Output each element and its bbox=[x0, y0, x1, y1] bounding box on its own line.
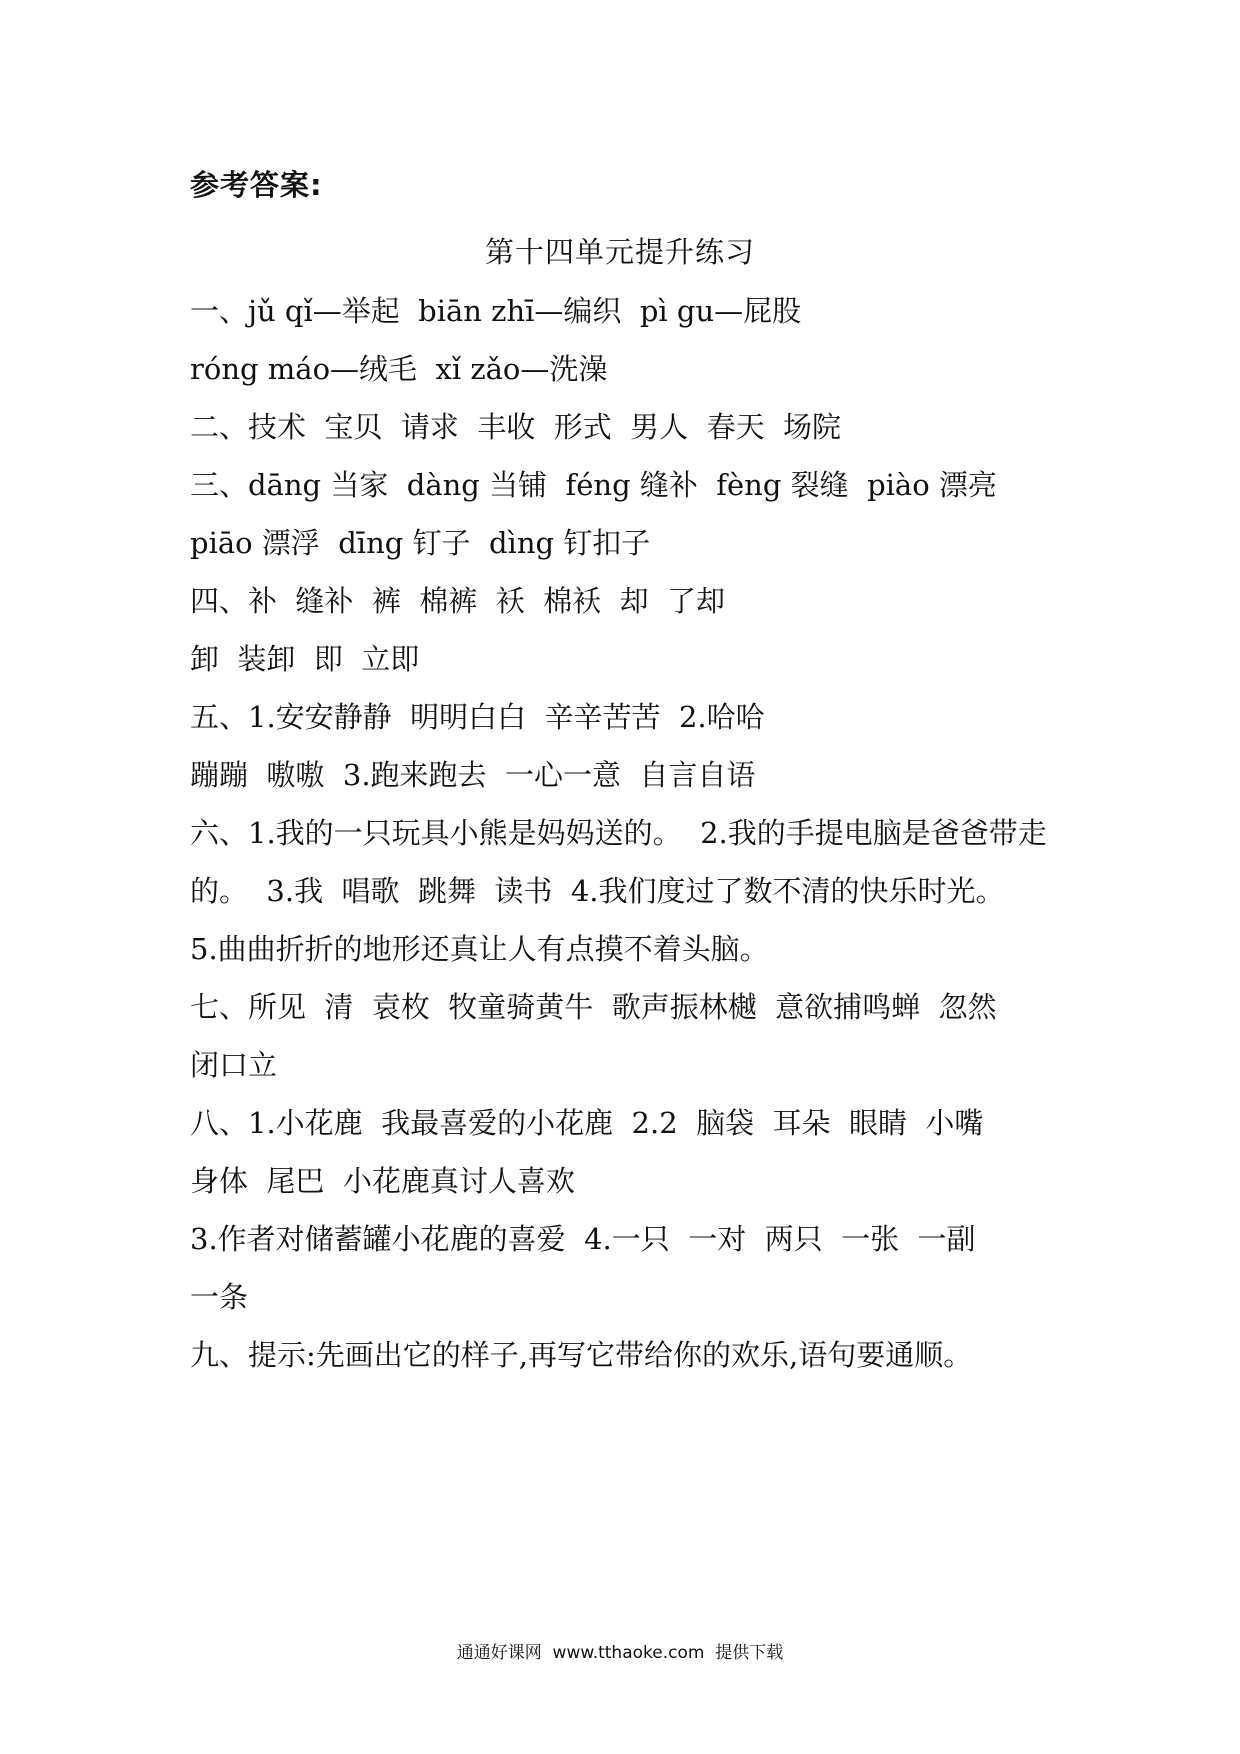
answer-heading: 参考答案: bbox=[190, 168, 323, 202]
answer-line: 3.作者对储蓄罐小花鹿的喜爱 4.一只 一对 两只 一张 一副 bbox=[190, 1222, 976, 1256]
answer-line: 蹦蹦 嗷嗷 3.跑来跑去 一心一意 自言自语 bbox=[190, 758, 756, 792]
page-title: 第十四单元提升练习 bbox=[484, 235, 755, 269]
answer-line: 5.曲曲折折的地形还真让人有点摸不着头脑。 bbox=[190, 932, 769, 966]
answer-line: piāo 漂浮 dīng 钉子 dìng 钉扣子 bbox=[190, 526, 651, 560]
answer-line: róng máo—绒毛 xǐ zǎo—洗澡 bbox=[190, 352, 608, 386]
answer-line: 六、1.我的一只玩具小熊是妈妈送的。 2.我的手提电脑是爸爸带走 bbox=[190, 816, 1047, 850]
answer-line: 七、所见 清 袁枚 牧童骑黄牛 歌声振林樾 意欲捕鸣蝉 忽然 bbox=[190, 990, 997, 1024]
answer-line: 五、1.安安静静 明明白白 辛辛苦苦 2.哈哈 bbox=[190, 700, 765, 734]
answer-line: 闭口立 bbox=[190, 1048, 278, 1082]
answer-line: 四、补 缝补 裤 棉裤 袄 棉袄 却 了却 bbox=[190, 584, 726, 618]
answer-line: 二、技术 宝贝 请求 丰收 形式 男人 春天 场院 bbox=[190, 410, 842, 444]
answer-line: 八、1.小花鹿 我最喜爱的小花鹿 2.2 脑袋 耳朵 眼睛 小嘴 bbox=[190, 1106, 984, 1140]
answer-line: 一、jǔ qǐ—举起 biān zhī—编织 pì gu—屁股 bbox=[190, 294, 802, 328]
answer-line: 九、提示:先画出它的样子,再写它带给你的欢乐,语句要通顺。 bbox=[190, 1338, 973, 1372]
answer-line: 三、dāng 当家 dàng 当铺 féng 缝补 fèng 裂缝 piào 漂亮 bbox=[190, 468, 997, 502]
download-footer: 通通好课网 www.tthaoke.com 提供下载 bbox=[456, 1643, 784, 1663]
answer-line: 的。 3.我 唱歌 跳舞 读书 4.我们度过了数不清的快乐时光。 bbox=[190, 874, 1005, 908]
answer-line: 卸 装卸 即 立即 bbox=[190, 642, 420, 676]
answer-line: 身体 尾巴 小花鹿真讨人喜欢 bbox=[190, 1164, 575, 1198]
answer-line: 一条 bbox=[190, 1280, 249, 1314]
